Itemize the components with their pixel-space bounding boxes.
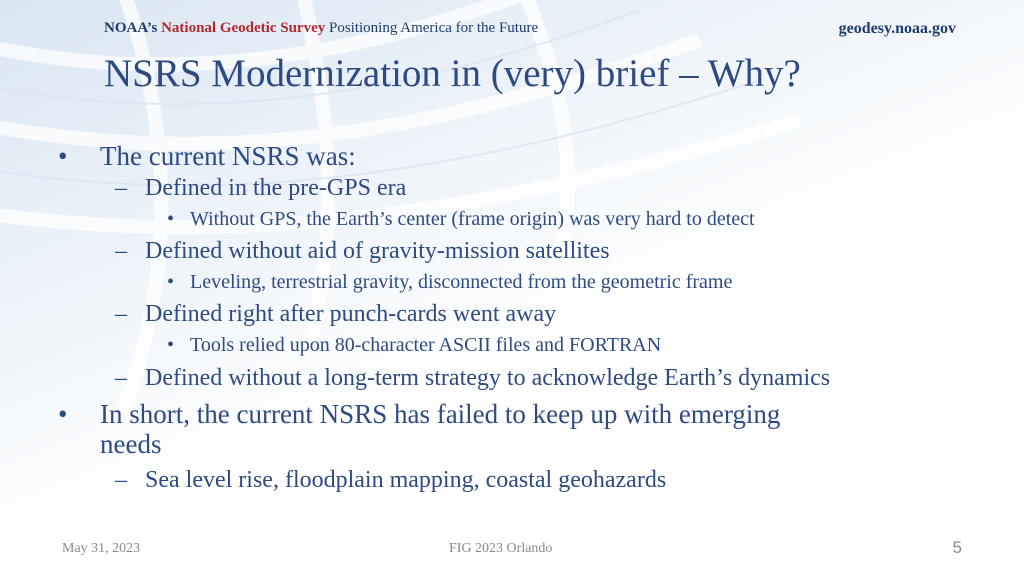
agency-tagline: Positioning America for the Future bbox=[328, 20, 539, 36]
bullet-marker: • bbox=[167, 208, 175, 230]
slide-header bbox=[104, 20, 956, 42]
bullet-text: Defined without aid of gravity-mission satellites bbox=[145, 238, 610, 264]
bullet-text: Defined in the pre-GPS era bbox=[145, 175, 407, 201]
bullet-marker: • bbox=[58, 399, 68, 429]
page-number: 5 bbox=[952, 538, 962, 557]
footer-event: FIG 2023 Orlando bbox=[449, 541, 553, 556]
bullet-text: The current NSRS was: bbox=[100, 141, 356, 171]
website-url: geodesy.noaa.gov bbox=[838, 20, 956, 37]
footer-date: May 31, 2023 bbox=[62, 541, 141, 556]
bullet-marker: • bbox=[58, 141, 68, 171]
bullet-text: Sea level rise, floodplain mapping, coastal geohazards bbox=[145, 467, 667, 493]
dash-marker: – bbox=[115, 365, 127, 391]
bullet-text-continuation: needs bbox=[100, 429, 162, 459]
dash-marker: – bbox=[115, 175, 127, 201]
dash-marker: – bbox=[115, 301, 127, 327]
bullet-text: In short, the current NSRS has failed to keep up with emerging bbox=[100, 399, 781, 429]
bullet-text: Without GPS, the Earth’s center (frame origin) was very hard to detect bbox=[190, 208, 755, 230]
bullet-text: Defined right after punch-cards went away bbox=[145, 301, 557, 327]
dash-marker: – bbox=[115, 467, 127, 493]
bullet-text: Leveling, terrestrial gravity, disconnected from the geometric frame bbox=[190, 271, 733, 293]
bullet-marker: • bbox=[167, 334, 175, 356]
slide-title: NSRS Modernization in (very) brief – Why? bbox=[104, 52, 801, 95]
bullet-item bbox=[58, 140, 67, 172]
dash-marker: – bbox=[115, 238, 127, 264]
agency-name: National Geodetic Survey bbox=[161, 20, 326, 36]
bullet-marker: • bbox=[167, 271, 175, 293]
bullet-text: Tools relied upon 80-character ASCII files and FORTRAN bbox=[190, 334, 662, 356]
noaa-label: NOAA’s bbox=[104, 20, 158, 36]
bullet-text: Defined without a long-term strategy to acknowledge Earth’s dynamics bbox=[145, 365, 831, 391]
